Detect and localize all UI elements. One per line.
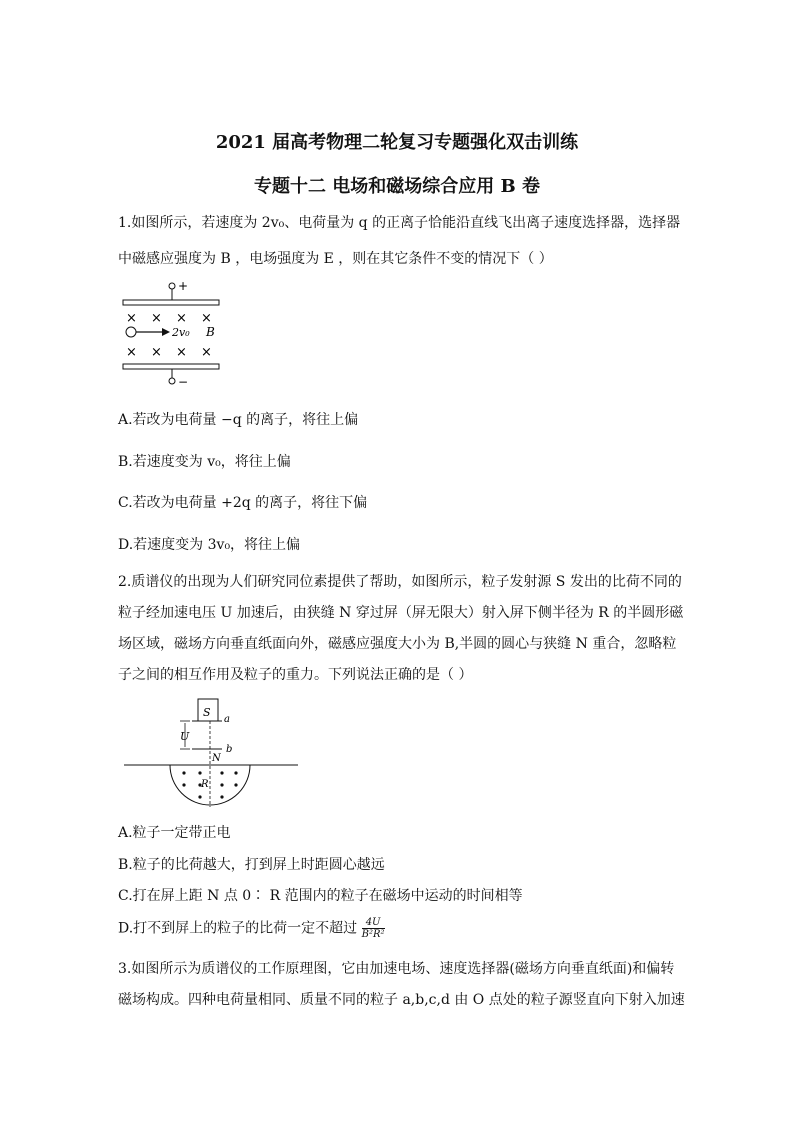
q1-velocity-selector-figure bbox=[118, 280, 228, 390]
svg-text:×: × bbox=[201, 311, 212, 326]
q2-option-c: C.打在屏上距 N 点 0∶ R 范围内的粒子在磁场中运动的时间相等 bbox=[118, 888, 523, 904]
q2-mass-spectrometer-figure bbox=[122, 695, 302, 815]
q2-option-d-denominator: B²R² bbox=[361, 929, 385, 940]
page-title: 2021 届高考物理二轮复习专题强化双击训练 bbox=[215, 132, 579, 153]
q1-bottom-plate bbox=[123, 364, 219, 369]
q2-label-a: a bbox=[224, 714, 230, 725]
svg-text:×: × bbox=[201, 345, 212, 360]
q1-top-terminal bbox=[169, 283, 175, 289]
q1-option-b: B.若速度变为 v₀，将往上偏 bbox=[118, 454, 291, 470]
q2-label-R: R bbox=[201, 779, 209, 790]
q1-stem-line-1: 1.如图所示，若速度为 2v₀、电荷量为 q 的正离子恰能沿直线飞出离子速度选择器，选择器 bbox=[118, 215, 681, 231]
q2-label-N: N bbox=[212, 753, 221, 764]
q2-field-dots bbox=[182, 771, 237, 798]
q2-option-d: D.打不到屏上的粒子的比荷一定不超过 bbox=[118, 920, 358, 937]
q2-option-d-fraction bbox=[362, 917, 385, 940]
q1-field-label: B bbox=[206, 325, 215, 339]
q1-option-d: D.若速度变为 3v₀，将往上偏 bbox=[118, 537, 301, 553]
svg-text:×: × bbox=[126, 345, 137, 360]
svg-text:×: × bbox=[151, 345, 162, 360]
svg-text:S: S bbox=[203, 706, 211, 719]
q2-stem-line-1: 2.质谱仪的出现为人们研究同位素提供了帮助，如图所示，粒子发射源 S 发出的比荷不同的 bbox=[118, 574, 682, 590]
page-subtitle: 专题十二 电场和磁场综合应用 B 卷 bbox=[253, 176, 540, 197]
q1-velocity-label: 2v₀ bbox=[172, 326, 190, 339]
q1-magnetic-field-crosses bbox=[126, 311, 212, 360]
q1-option-a: A.若改为电荷量 −q 的离子，将往上偏 bbox=[118, 412, 359, 428]
q1-bottom-terminal bbox=[169, 378, 175, 384]
svg-text:×: × bbox=[126, 311, 137, 326]
q2-option-a: A.粒子一定带正电 bbox=[118, 825, 231, 841]
q1-option-c: C.若改为电荷量 +2q 的离子，将往下偏 bbox=[118, 495, 368, 511]
q1-top-plate bbox=[123, 300, 219, 305]
q2-label-U: U bbox=[180, 730, 190, 743]
svg-text:×: × bbox=[151, 311, 162, 326]
q3-stem-line-1: 3.如图所示为质谱仪的工作原理图，它由加速电场、速度选择器(磁场方向垂直纸面)和偏转 bbox=[118, 961, 675, 977]
q2-stem-line-4: 子之间的相互作用及粒子的重力。下列说法正确的是（ ） bbox=[118, 667, 473, 683]
q2-stem-line-2: 粒子经加速电压 U 加速后，由狭缝 N 穿过屏（屏无限大）射入屏下侧半径为 R 的半圆形磁 bbox=[118, 605, 684, 621]
svg-text:×: × bbox=[176, 311, 187, 326]
q2-stem-line-3: 场区域，磁场方向垂直纸面向外，磁感应强度大小为 B,半圆的圆心与狭缝 N 重合，忽略粒 bbox=[118, 636, 677, 652]
svg-text:×: × bbox=[176, 345, 187, 360]
q2-option-b: B.粒子的比荷越大，打到屏上时距圆心越远 bbox=[118, 857, 385, 873]
q2-label-b: b bbox=[226, 744, 233, 755]
q1-minus-label: − bbox=[178, 375, 189, 389]
q2-option-d-numerator: 4U bbox=[362, 917, 385, 929]
q3-stem-line-2: 磁场构成。四种电荷量相同、质量不同的粒子 a,b,c,d 由 O 点处的粒子源竖直向下射入加速 bbox=[118, 992, 685, 1008]
q1-stem-line-2: 中磁感应强度为 B ，电场强度为 E ，则在其它条件不变的情况下（ ） bbox=[118, 251, 553, 267]
q2-option-d-row bbox=[118, 917, 678, 940]
q1-ion bbox=[126, 327, 136, 337]
q1-plus-label: + bbox=[178, 280, 189, 293]
